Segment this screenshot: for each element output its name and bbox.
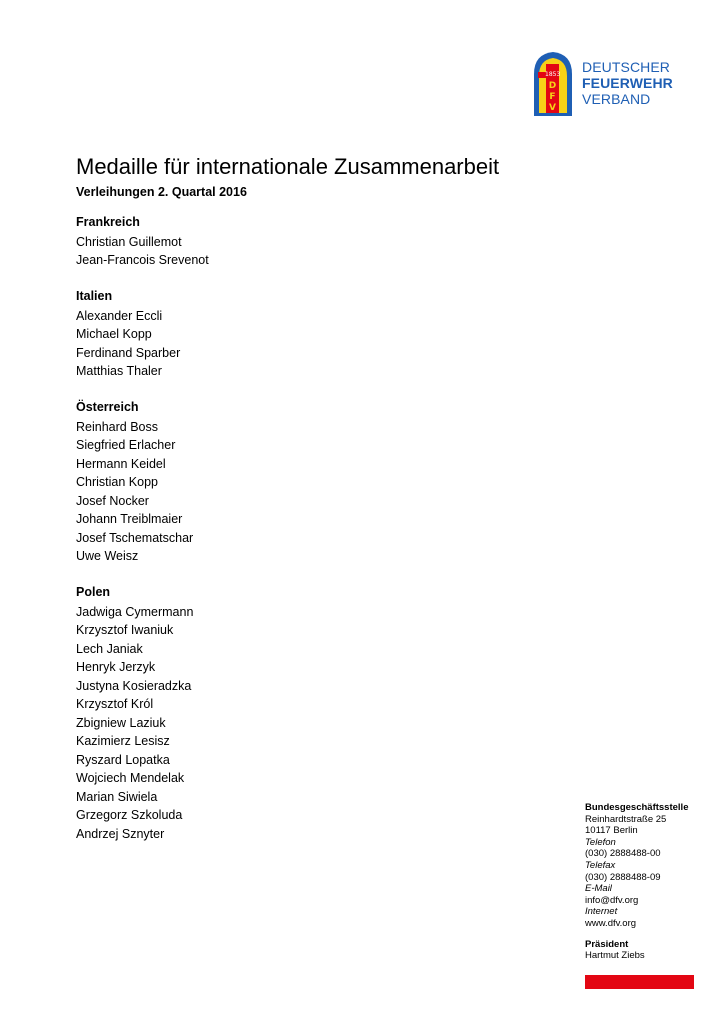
recipient-name: Kazimierz Lesisz	[76, 734, 170, 748]
recipient-name: Siegfried Erlacher	[76, 438, 176, 452]
recipient-name: Krzysztof Iwaniuk	[76, 623, 174, 637]
logo-line-3: VERBAND	[582, 91, 651, 107]
president-label: Präsident	[585, 938, 629, 950]
fax-number: (030) 2888488-09	[585, 871, 661, 883]
recipient-name: Alexander Eccli	[76, 308, 163, 323]
recipient-list	[76, 214, 496, 862]
recipient-name: Christian Kopp	[76, 475, 158, 489]
dfv-badge-icon	[530, 50, 576, 118]
recipient-name: Justyna Kosieradzka	[76, 678, 192, 693]
recipient-name: Krzysztof Król	[76, 697, 154, 711]
country-heading: Polen	[76, 585, 111, 599]
recipient-name: Josef Tschematschar	[76, 530, 194, 545]
svg-text:F: F	[549, 92, 556, 102]
recipient-name: Marian Siwiela	[76, 789, 158, 804]
recipient-name: Hermann Keidel	[76, 456, 166, 471]
country-section	[76, 399, 496, 566]
office-spacer	[585, 930, 715, 939]
page-subtitle: Verleihungen 2. Quartal 2016	[76, 185, 247, 199]
recipient-name: Ferdinand Sparber	[76, 345, 181, 360]
email-label: E-Mail	[585, 883, 612, 895]
web-label: Internet	[585, 906, 618, 918]
president-name: Hartmut Ziebs	[585, 950, 645, 962]
phone-label: Telefon	[585, 836, 616, 848]
recipient-name: Jadwiga Cymermann	[76, 604, 194, 619]
country-heading: Italien	[76, 289, 113, 303]
dfv-logo	[530, 50, 700, 120]
office-address-block	[585, 802, 715, 962]
office-city: 10117 Berlin	[585, 825, 638, 837]
country-section	[76, 584, 496, 843]
phone-number: (030) 2888488-00	[585, 848, 661, 860]
red-accent-bar	[585, 975, 694, 989]
recipient-name: Uwe Weisz	[76, 549, 139, 563]
country-heading: Österreich	[76, 400, 139, 414]
recipient-name: Zbigniew Laziuk	[76, 715, 166, 730]
office-heading: Bundesgeschäftsstelle	[585, 802, 689, 813]
web-address: www.dfv.org	[585, 917, 637, 929]
svg-text:D: D	[548, 81, 557, 91]
recipient-name: Jean-Francois Srevenot	[76, 253, 209, 267]
recipient-name: Wojciech Mendelak	[76, 771, 185, 785]
recipient-name: Christian Guillemot	[76, 234, 182, 249]
fax-label: Telefax	[585, 859, 616, 871]
recipient-name: Johann Treiblmaier	[76, 512, 183, 526]
recipient-name: Ryszard Lopatka	[76, 752, 170, 767]
logo-line-1: DEUTSCHER	[582, 59, 671, 75]
recipient-name: Reinhard Boss	[76, 419, 158, 434]
page-title: Medaille für internationale Zusammenarbeit	[76, 154, 500, 179]
email-address: info@dfv.org	[585, 894, 639, 906]
recipient-name: Grzegorz Szkoluda	[76, 808, 183, 822]
recipient-name: Henryk Jerzyk	[76, 660, 156, 674]
country-heading: Frankreich	[76, 215, 140, 229]
recipient-name: Josef Nocker	[76, 493, 149, 508]
svg-text:V: V	[549, 103, 556, 113]
office-street: Reinhardtstraße 25	[585, 813, 667, 825]
logo-line-2: FEUERWEHR	[582, 75, 673, 91]
logo-wordmark	[582, 59, 673, 107]
recipient-name: Lech Janiak	[76, 641, 143, 656]
recipient-name: Andrzej Sznyter	[76, 826, 165, 841]
svg-text:1853: 1853	[545, 71, 561, 78]
recipient-name: Matthias Thaler	[76, 364, 162, 378]
country-section	[76, 214, 496, 270]
country-section	[76, 288, 496, 381]
recipient-name: Michael Kopp	[76, 327, 152, 341]
